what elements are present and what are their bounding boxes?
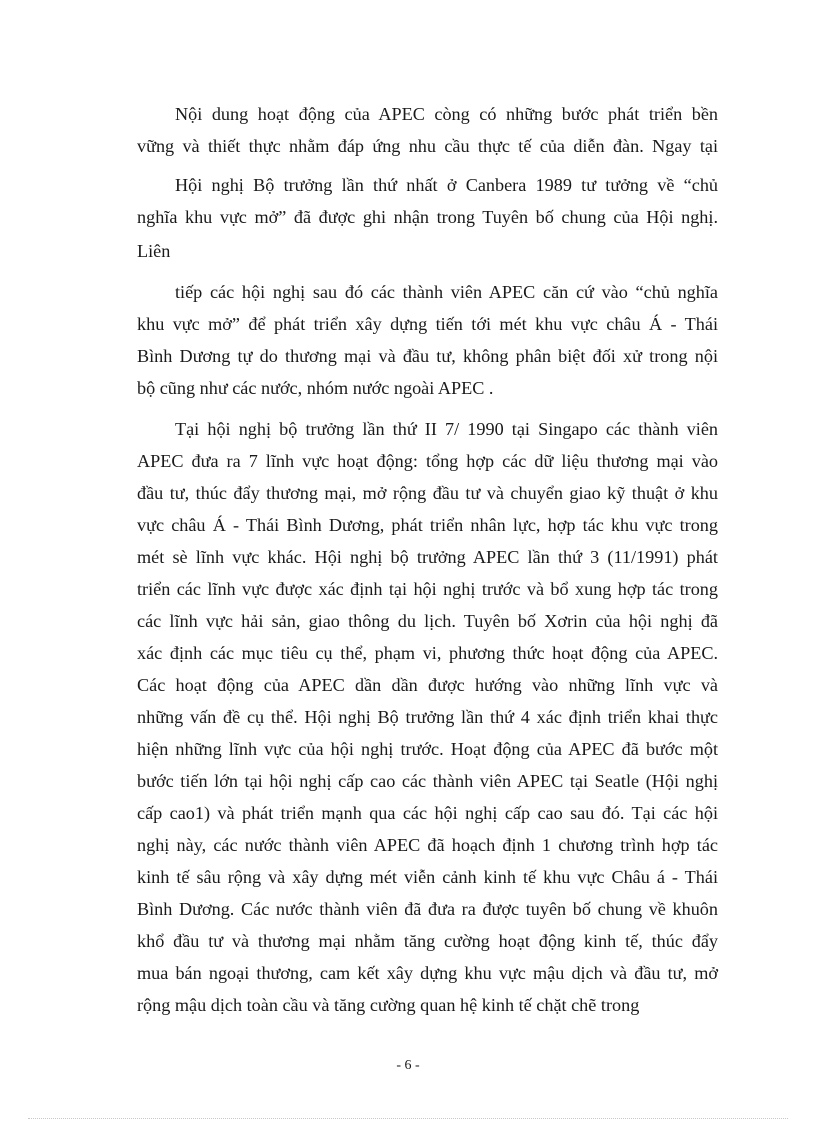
text-line: Các hoạt động của APEC dần dần được hướng vào những lĩnh vực và [137,675,718,695]
text-line: rộng mậu dịch toàn cầu và tăng cường quan hệ kinh tế chặt chẽ trong [137,995,640,1015]
text-line: vững và thiết thực nhằm đáp ứng nhu cầu thực tế của diễn đàn. Ngay tại [137,136,718,156]
text-line: những vấn đề cụ thể. Hội nghị Bộ trưởng lần thứ 4 xác định triển khai thực [137,707,718,727]
page-bottom-divider [28,1118,788,1119]
text-line: Hội nghị Bộ trưởng lần thứ nhất ở Canbera 1989 tư tưởng về “chủ [175,175,718,195]
text-line: Nội dung hoạt động của APEC còng có những bước phát triển bền [175,104,718,124]
text-line: triển các lĩnh vực được xác định tại hội nghị trước và bổ xung hợp tác trong [137,579,718,599]
text-line: Liên [137,241,171,261]
text-line: khu vực mở” để phát triển xây dựng tiến tới mét khu vực châu Á - Thái [137,314,718,334]
text-line: đầu tư, thúc đẩy thương mại, mở rộng đầu tư và chuyển giao kỹ thuật ở khu [137,483,718,503]
text-line: bước tiến lớn tại hội nghị cấp cao các thành viên APEC tại Seatle (Hội nghị [137,771,718,791]
text-line: các lĩnh vực hải sản, giao thông du lịch. Tuyên bố Xơrin của hội nghị đã [137,611,718,631]
text-line: nghị này, các nước thành viên APEC đã hoạch định 1 chương trình hợp tác [137,835,718,855]
page-number: - 6 - [396,1058,420,1073]
text-line: vực châu Á - Thái Bình Dương, phát triển nhân lực, hợp tác khu vực trong [137,515,718,535]
text-line: Bình Dương. Các nước thành viên đã đưa ra được tuyên bố chung về khuôn [137,899,718,919]
text-line: cấp cao1) và phát triển mạnh qua các hội nghị cấp cao sau đó. Tại các hội [137,803,718,823]
text-line: APEC đưa ra 7 lĩnh vực hoạt động: tổng hợp các dữ liệu thương mại vào [137,451,718,471]
text-line: bộ cũng như các nước, nhóm nước ngoài APEC . [137,378,494,398]
text-line: khổ đầu tư và thương mại nhằm tăng cường hoạt động kinh tế, thúc đẩy [137,931,718,951]
text-line: mua bán ngoại thương, cam kết xây dựng khu vực mậu dịch và đầu tư, mở [137,963,718,983]
text-line: nghĩa khu vực mở” đã được ghi nhận trong Tuyên bố chung của Hội nghị. [137,207,718,227]
text-line: Bình Dương tự do thương mại và đầu tư, không phân biệt đối xử trong nội [137,346,718,366]
text-line: hiện những lĩnh vực của hội nghị trước. Hoạt động của APEC đã bước một [137,739,718,759]
text-line: Tại hội nghị bộ trưởng lần thứ II 7/ 1990 tại Singapo các thành viên [175,419,718,439]
text-line: xác định các mục tiêu cụ thể, phạm vi, phương thức hoạt động của APEC. [137,643,718,663]
text-line: tiếp các hội nghị sau đó các thành viên APEC căn cứ vào “chủ nghĩa [175,282,718,302]
text-line: mét sè lĩnh vực khác. Hội nghị bộ trưởng APEC lần thứ 3 (11/1991) phát [137,547,718,567]
text-line: kinh tế sâu rộng và xây dựng mét viễn cảnh kinh tế khu vực Châu á - Thái [137,867,718,887]
